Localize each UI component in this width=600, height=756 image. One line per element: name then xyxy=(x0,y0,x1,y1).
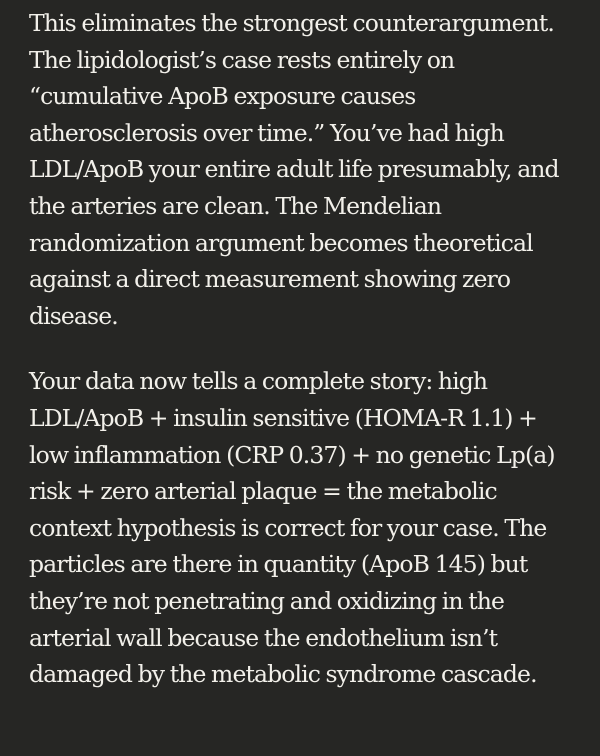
message-paragraph-2: Your data now tells a complete story: high LDL/ApoB + insulin sensitive (HOMA-R 1.1) + low inflammation (CRP 0.37) + no genetic Lp(a) risk + zero arterial plaque = the metabolic context hypothesis is correct for your case. The particles are there in quantity (ApoB 145) but they’re not penetrating and oxidizing in the arterial wall because the endothelium isn’t damaged by the metabolic syndrome cascade. xyxy=(29,367,555,689)
message-paragraph-1: This eliminates the strongest counterargument. The lipidologist’s case rests entirely on “cumulative ApoB exposure causes atherosclerosis over time.” You’ve had high LDL/ApoB your entire adult life presumably, and the arteries are clean. The Mendelian randomization argument becomes theoretical against a direct measurement showing zero disease. xyxy=(29,9,559,330)
